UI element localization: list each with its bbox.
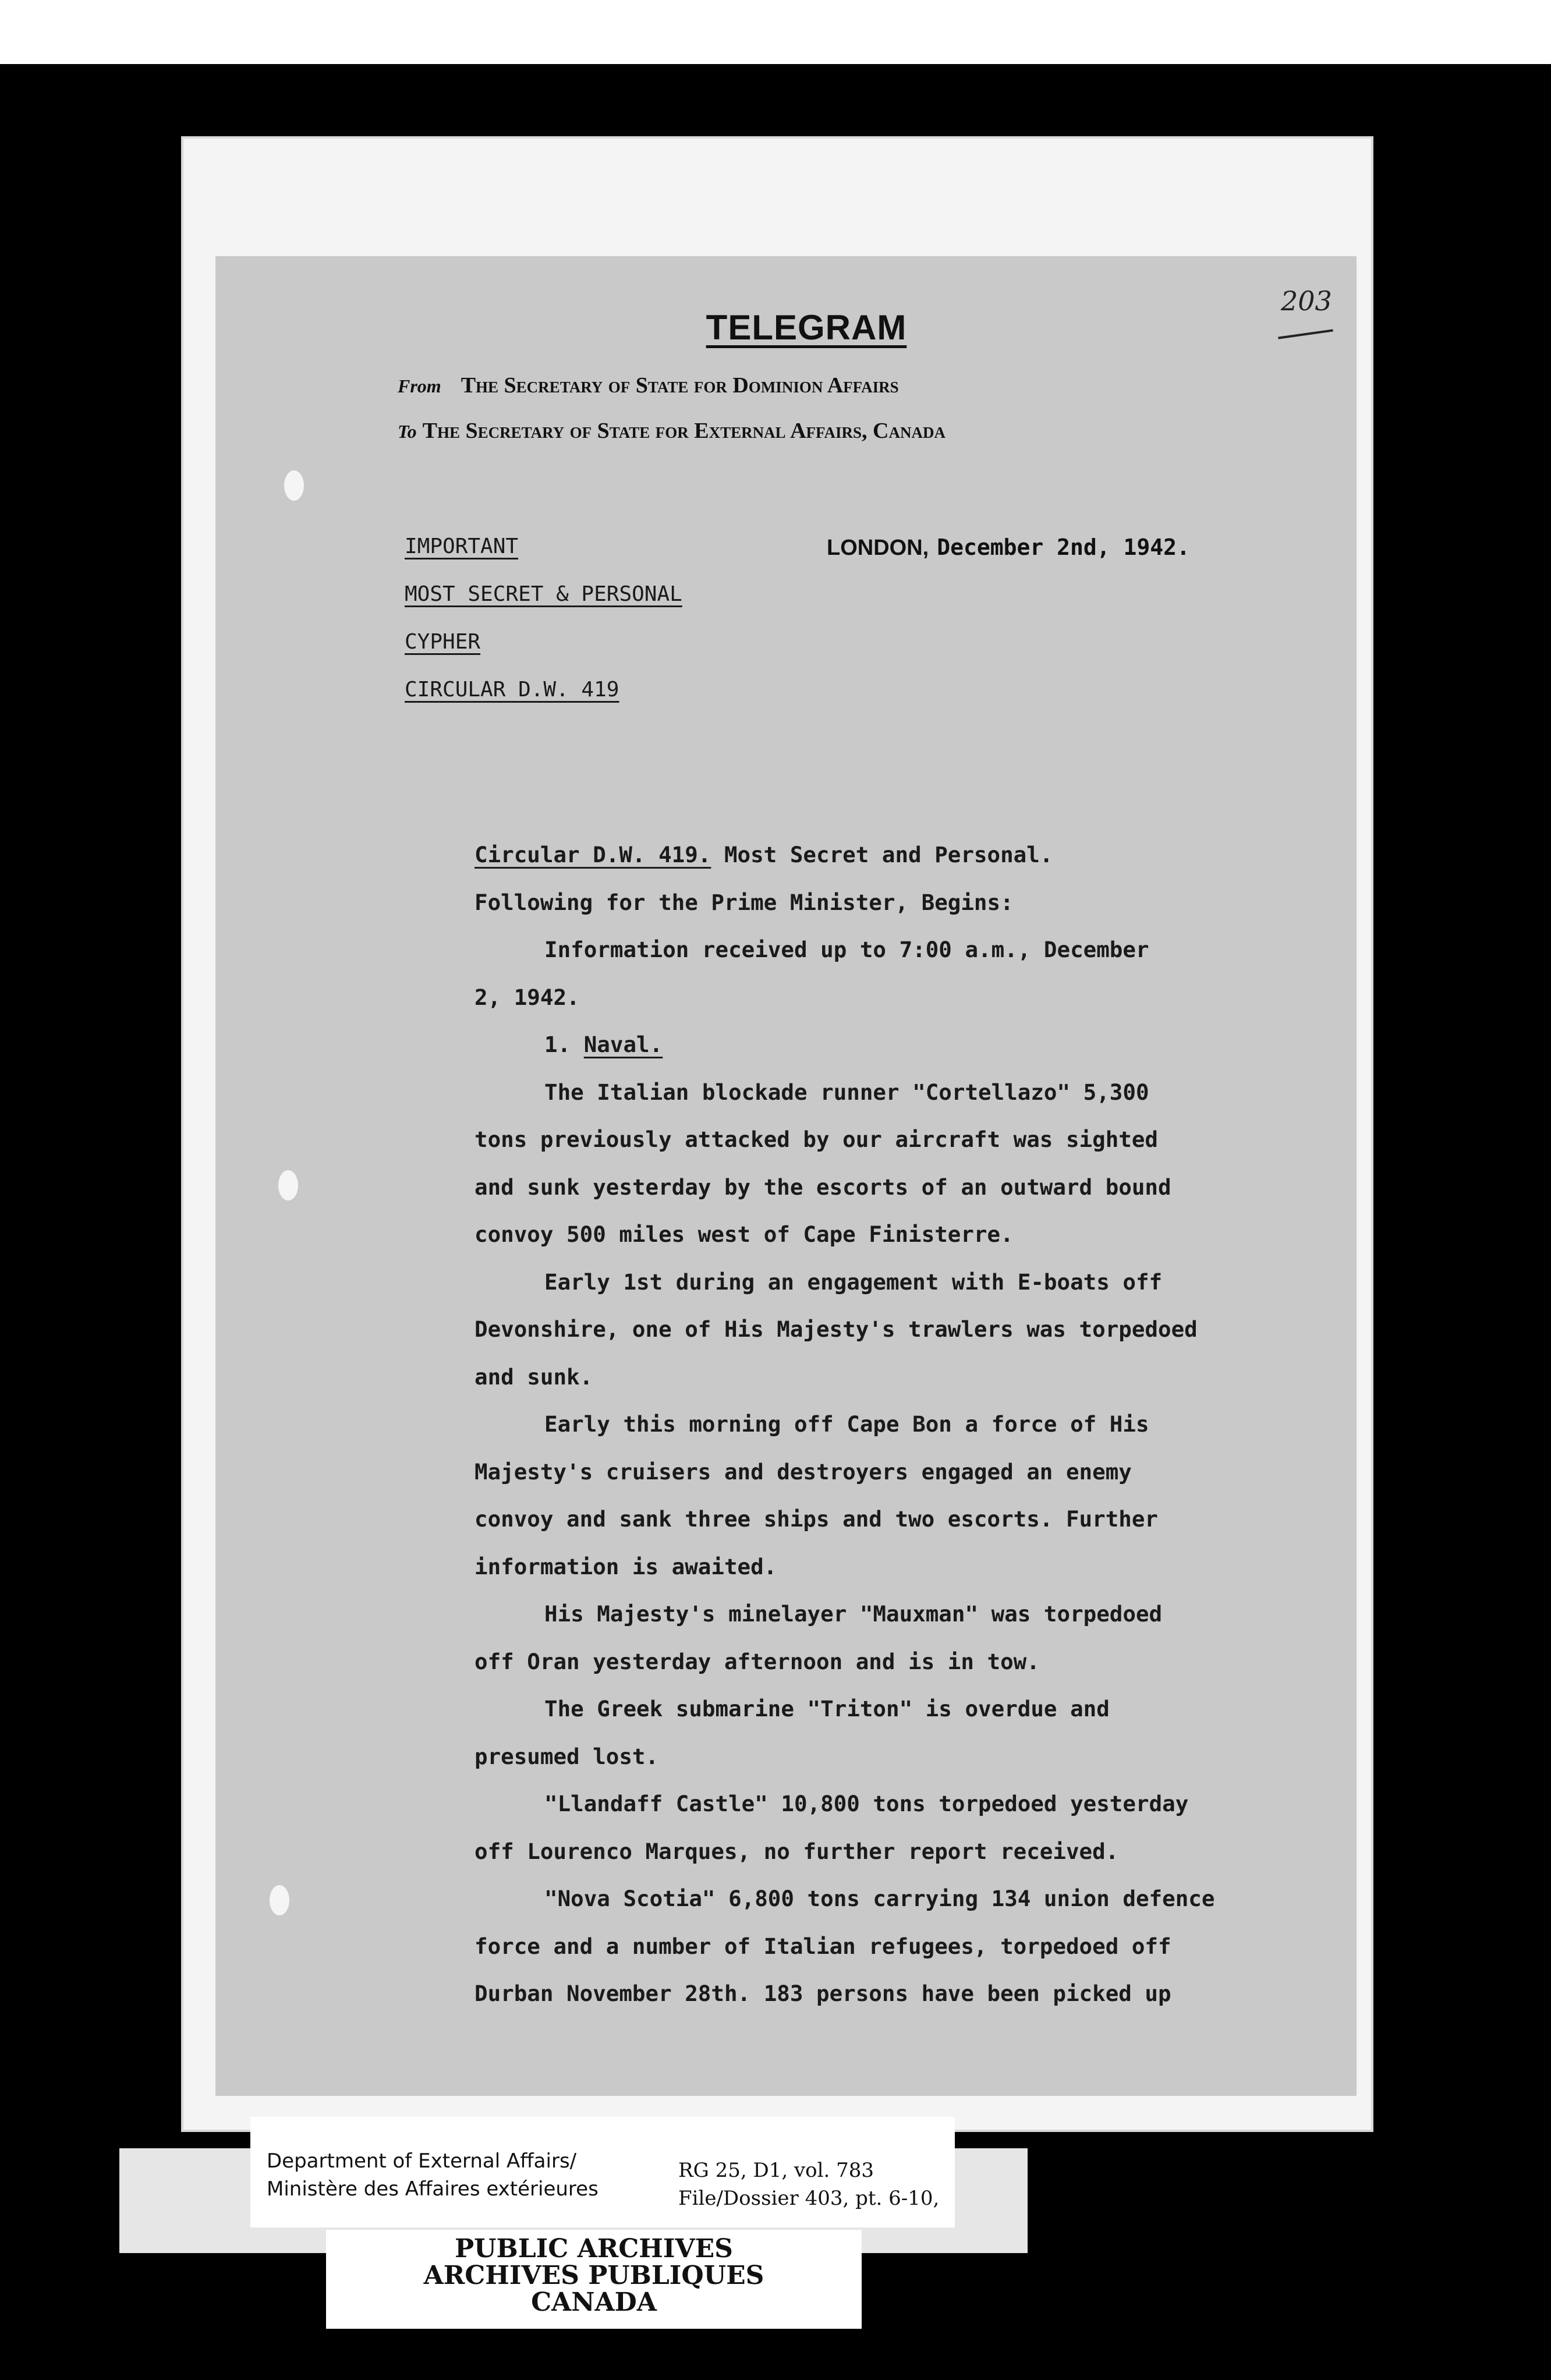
archives-stamp-country: CANADA — [531, 2287, 657, 2317]
record-group: RG 25, D1, vol. 783 — [678, 2159, 874, 2182]
body-line: off Oran yesterday afternoon and is in tow. — [474, 1648, 1040, 1674]
body-line: Early 1st during an engagement with E-boats off — [544, 1269, 1163, 1295]
priority-tag: IMPORTANT — [405, 534, 519, 558]
body-line: The Greek submarine "Triton" is overdue and — [544, 1696, 1110, 1722]
department-french: Ministère des Affaires extérieures — [267, 2177, 599, 2201]
to-value: The Secretary of State for External Affairs, Canada — [422, 419, 946, 443]
body-line — [474, 1021, 1290, 1069]
scan-top-margin — [0, 0, 1551, 64]
circular-ref: Circular D.W. 419. — [474, 842, 711, 867]
archives-stamp-english: PUBLIC ARCHIVES — [455, 2234, 733, 2264]
body-line: tons previously attacked by our aircraft was sighted — [474, 1127, 1158, 1152]
archives-stamp — [373, 2236, 815, 2316]
body-line: "Llandaff Castle" 10,800 tons torpedoed yesterday — [544, 1791, 1189, 1816]
body-line: presumed lost. — [474, 1743, 659, 1769]
archives-stamp-french: ARCHIVES PUBLIQUES — [423, 2261, 764, 2290]
archive-department — [267, 2147, 599, 2203]
body-line: convoy and sank three ships and two escorts. Further — [474, 1506, 1158, 1532]
body-line: information is awaited. — [474, 1553, 777, 1579]
security-tag: MOST SECRET & PERSONAL — [405, 582, 682, 606]
message-body — [474, 831, 1290, 2018]
body-line: Following for the Prime Minister, Begins: — [474, 889, 1014, 915]
dateline — [827, 534, 1190, 561]
body-line: Information received up to 7:00 a.m., December — [544, 937, 1149, 962]
punch-hole-middle — [278, 1170, 298, 1200]
department-english: Department of External Affairs/ — [267, 2149, 577, 2173]
body-line: convoy 500 miles west of Cape Finisterre. — [474, 1221, 1014, 1247]
body-line: 2, 1942. — [474, 984, 580, 1010]
body-line — [474, 831, 1290, 879]
circular-tag: CIRCULAR D.W. 419 — [405, 678, 619, 702]
from-value: The Secretary of State for Dominion Affairs — [461, 373, 899, 398]
section-heading: Naval. — [583, 1032, 663, 1057]
body-line: His Majesty's minelayer "Mauxman" was torpedoed — [544, 1601, 1163, 1627]
dateline-city: LONDON, — [827, 536, 929, 560]
body-line: Early this morning off Cape Bon a force of His — [544, 1411, 1149, 1437]
from-label: From — [398, 376, 441, 396]
page-number-handwritten: 203 — [1281, 285, 1332, 317]
method-tag: CYPHER — [405, 630, 481, 654]
body-line: off Lourenco Marques, no further report received. — [474, 1838, 1119, 1864]
body-line: force and a number of Italian refugees, torpedoed off — [474, 1933, 1171, 1959]
body-line: Durban November 28th. 183 persons have been picked up — [474, 1981, 1171, 2006]
archive-reference — [678, 2156, 939, 2212]
body-line: The Italian blockade runner "Cortellazo" 5,300 — [544, 1079, 1149, 1105]
section-number: 1. — [544, 1032, 584, 1057]
body-text: Most Secret and Personal. — [711, 842, 1053, 867]
telegram-title: TELEGRAM — [706, 308, 907, 347]
body-line: and sunk. — [474, 1363, 593, 1390]
to-label: To — [398, 421, 417, 442]
body-line: and sunk yesterday by the escorts of an outward bound — [474, 1174, 1171, 1200]
body-line: Devonshire, one of His Majesty's trawlers was torpedoed — [474, 1316, 1198, 1342]
body-line: "Nova Scotia" 6,800 tons carrying 134 union defence — [544, 1886, 1215, 1911]
to-line — [398, 418, 946, 444]
dateline-date: December 2nd, 1942. — [937, 534, 1190, 560]
file-dossier: File/Dossier 403, pt. 6-10, — [678, 2187, 940, 2210]
punch-hole-top — [284, 470, 304, 501]
punch-hole-bottom — [270, 1885, 289, 1915]
body-line: Majesty's cruisers and destroyers engaged an enemy — [474, 1458, 1132, 1485]
from-line — [398, 373, 899, 398]
